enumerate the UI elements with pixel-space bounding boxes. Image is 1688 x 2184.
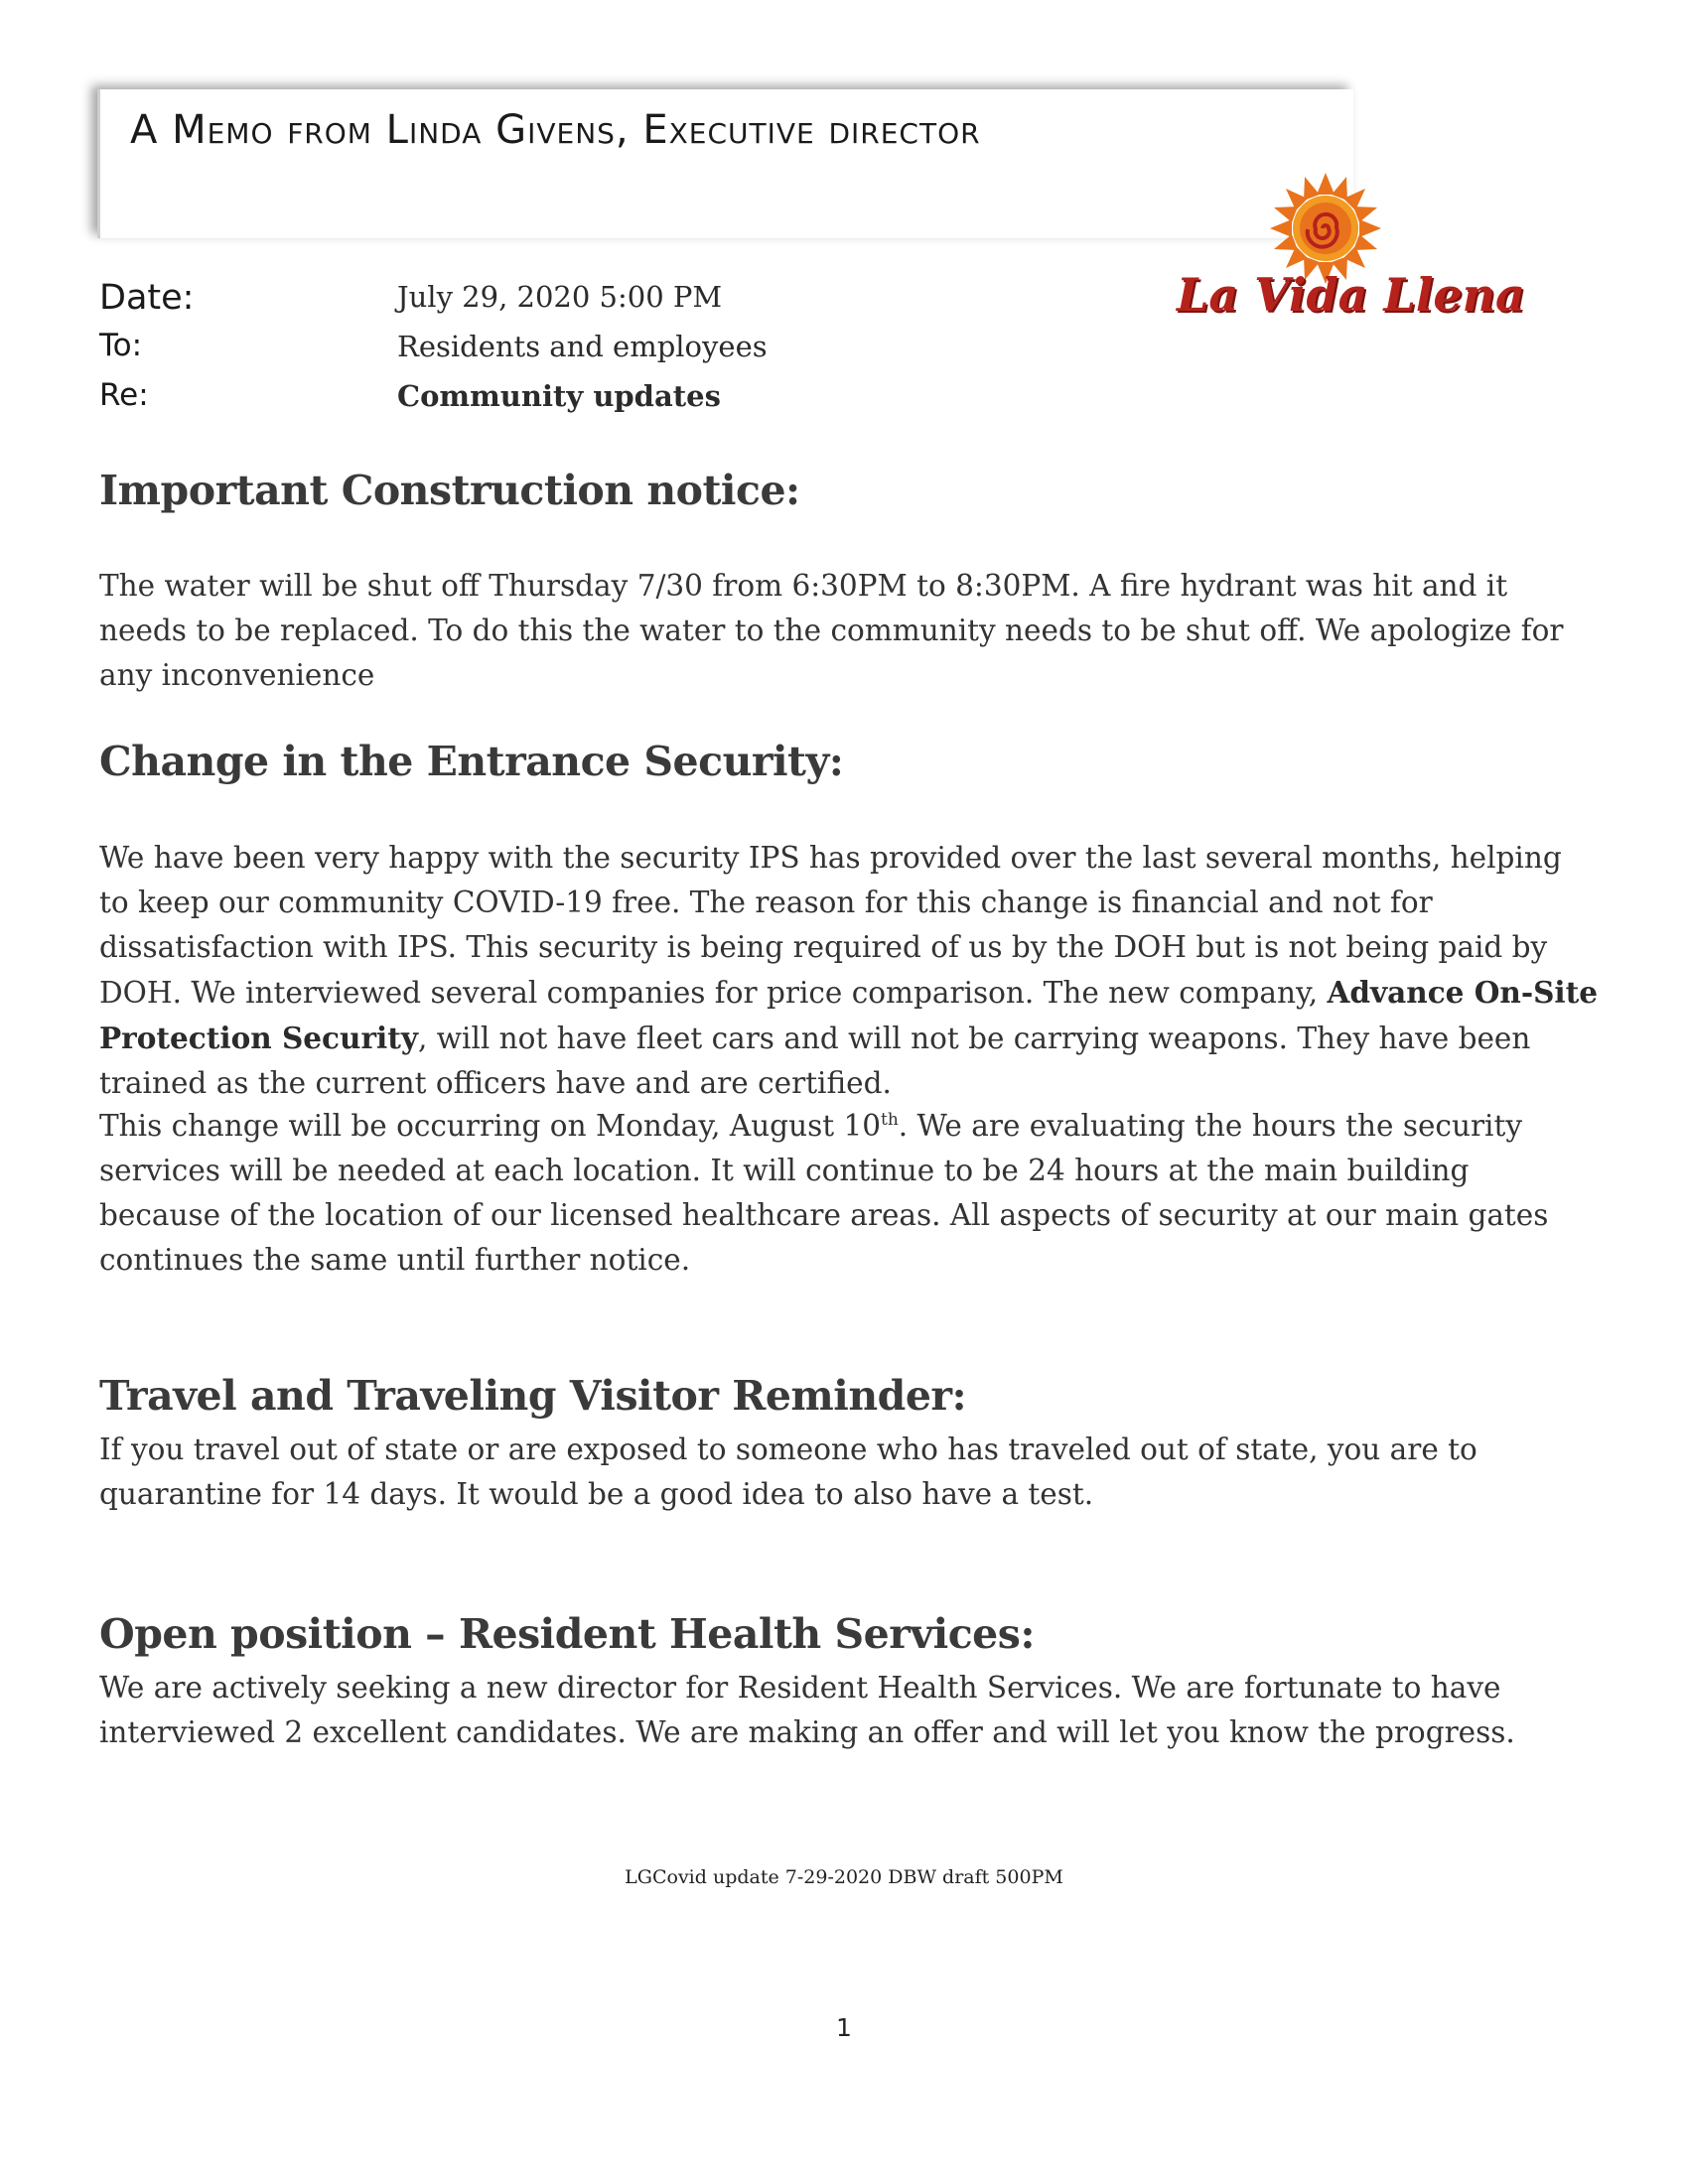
memo-meta bbox=[99, 278, 993, 427]
position-heading: Open position – Resident Health Services: bbox=[99, 1610, 1035, 1658]
memo-header-box bbox=[97, 89, 1353, 238]
re-value: Community updates bbox=[397, 379, 721, 413]
ordinal-suffix: th bbox=[880, 1110, 899, 1131]
security-p2-text-end: . We are evaluating the hours the security services will be needed at each location. It will continue to be 24 hours at the main building because of the location of our licensed healthcare areas. All aspects of security at our main gates continues the same until further notice. bbox=[99, 1109, 1549, 1277]
to-value: Residents and employees bbox=[397, 330, 768, 363]
logo-wordmark: La Vida Llena bbox=[1177, 268, 1525, 322]
meta-row-date bbox=[99, 278, 993, 328]
meta-row-to bbox=[99, 328, 993, 377]
security-p2-text: This change will be occurring on Monday, August 10 bbox=[99, 1109, 881, 1143]
page-number: 1 bbox=[836, 2013, 852, 2042]
security-heading: Change in the Entrance Security: bbox=[99, 738, 844, 785]
position-body: We are actively seeking a new director for Resident Health Services. We are fortunate to have interviewed 2 excellent candidates. We are making an offer and will let you know the progress. bbox=[99, 1671, 1515, 1749]
footer-note: LGCovid update 7-29-2020 DBW draft 500PM bbox=[625, 1866, 1063, 1888]
to-label: To: bbox=[99, 328, 143, 363]
travel-heading: Travel and Traveling Visitor Reminder: bbox=[99, 1372, 967, 1420]
construction-body: The water will be shut off Thursday 7/30 from 6:30PM to 8:30PM. A fire hydrant was hit and it needs to be replaced. To do this the water to the community needs to be shut off. We apologize for any inconvenience bbox=[99, 569, 1564, 692]
security-p1-text-end: , will not have fleet cars and will not be carrying weapons. They have been trained as the current officers have and are certified. bbox=[99, 1022, 1531, 1100]
la-vida-llena-logo bbox=[1177, 171, 1525, 349]
security-company-name: Advance On-Site Protection Security bbox=[99, 975, 1598, 1055]
meta-row-re bbox=[99, 377, 993, 427]
date-value: July 29, 2020 5:00 PM bbox=[397, 280, 723, 314]
construction-heading: Important Construction notice: bbox=[99, 467, 800, 514]
re-label: Re: bbox=[99, 377, 149, 413]
date-label: Date: bbox=[99, 278, 195, 318]
security-paragraph-2 bbox=[99, 1104, 1599, 1283]
travel-body: If you travel out of state or are exposed to someone who has traveled out of state, you are to quarantine for 14 days. It would be a good idea to also have a test. bbox=[99, 1433, 1477, 1511]
memo-title: A Memo from Linda Givens, Executive director bbox=[130, 107, 981, 153]
security-paragraph-1 bbox=[99, 836, 1599, 1106]
security-p1-text: We have been very happy with the security IPS has provided over the last several months, helping to keep our community COVID-19 free. The reason for this change is financial and not for dissatisfaction with IPS. This security is being required of us by the DOH but is not being paid by DOH. We interviewed several companies for price comparison. The new company, bbox=[99, 841, 1562, 1010]
